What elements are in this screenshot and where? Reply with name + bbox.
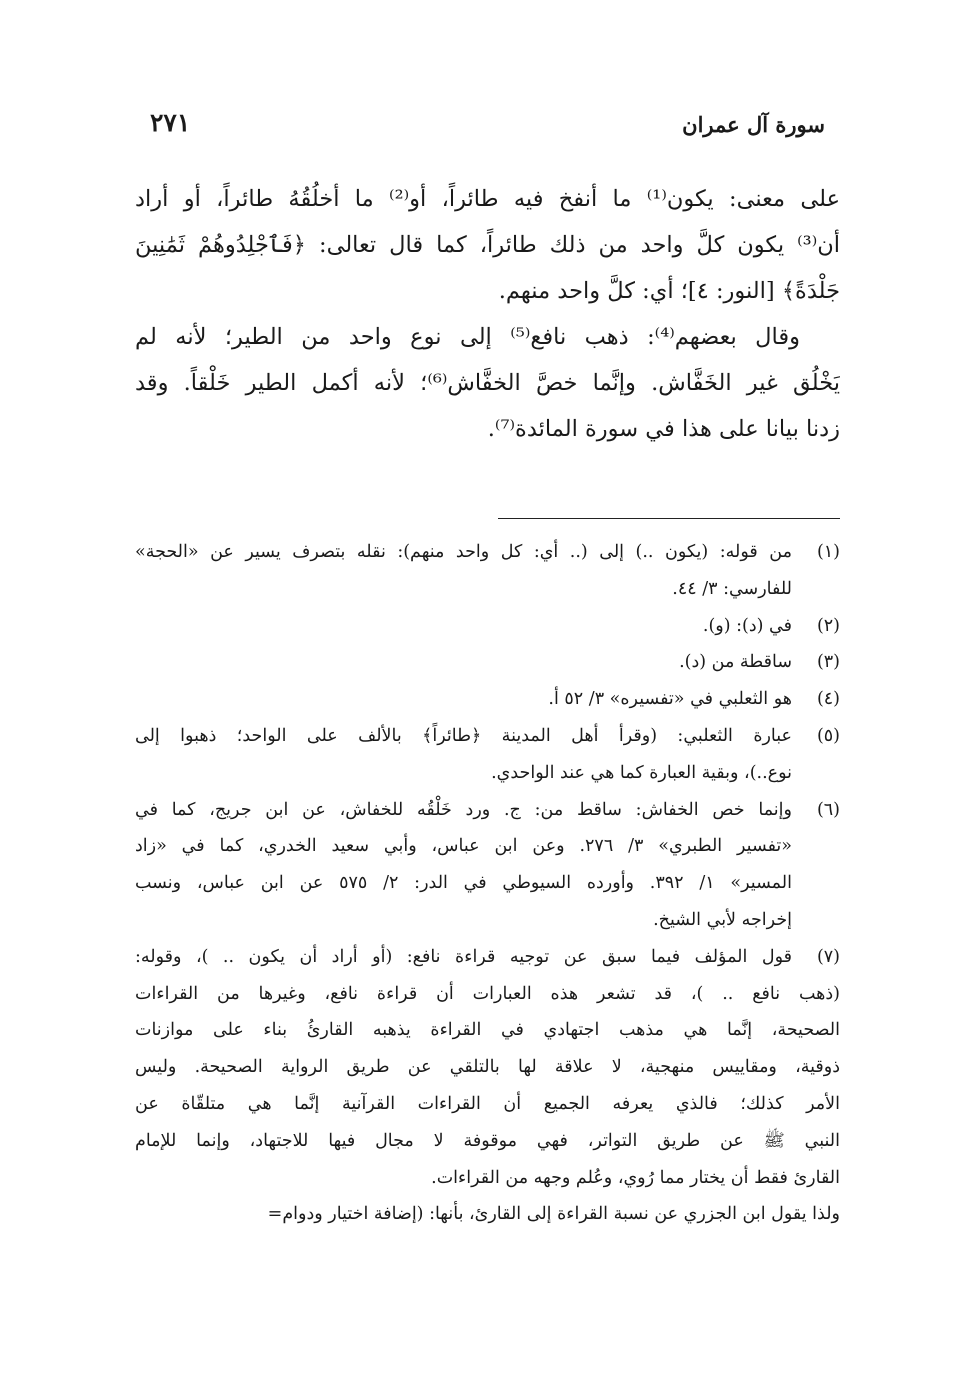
footnote-line: من قوله: (يكون ..) إلى (.. أي: كل واحد منهم): نقله بتصرف يسير عن «الحجة»: [135, 542, 792, 562]
footnote-line: عبارة الثعلبي: (وقرأ أهل المدينة ﴿طائراً﴾ بالألف على الواحد؛ ذهبوا إلى: [135, 725, 792, 746]
footnote-number: (٢): [816, 615, 840, 636]
footnote-line: النبي ﷺ عن طريق التواتر، فهي موقوفة لا مجال فيها للاجتهاد، وإنما للإمام: [135, 1130, 840, 1151]
footnote-3: [135, 644, 840, 681]
footnote-6: [135, 792, 840, 939]
footnote-line: المسير» ١/ ٣٩٢. وأورده السيوطي في الدر: ٢/ ٥٧٥ عن ابن عباس، ونسب: [135, 873, 792, 894]
footnote-number: (٧): [816, 946, 840, 967]
footnote-line: في (د): (و).: [702, 615, 792, 636]
footnote-line: هو الثعلبي في «تفسيره» ٣/ ٥٢ أ.: [548, 689, 792, 710]
paragraph-1: [135, 176, 840, 314]
text-line: على معنى: يكون⁽¹⁾ ما أنفخ فيه طائراً، أو⁽²⁾ ما أخلُقُهُ طائراً، أو أراد: [135, 186, 840, 212]
footnote-number: (٣): [816, 652, 840, 673]
footnote-7: [135, 939, 840, 1197]
footnote-line: الأمر كذلك؛ فالذي يعرفه الجميع أن القراءات القرآنية إنَّما هي متلقّاة عن: [135, 1093, 840, 1114]
footnote-line: ولذا يقول ابن الجزري عن نسبة القراءة إلى القارئ، بأنها: (إضافة اختيار ودوام=: [267, 1204, 840, 1225]
footnote-line: وإنما خص الخفاش: ساقط من: ج. ورد خَلْقُه للخفاش، عن ابن جريج، كما في: [135, 799, 792, 820]
footnote-2: [135, 608, 840, 645]
footnote-line: ذوقية، ومقاييس منهجية، لا علاقة لها بالتلقي عن طريق الرواية الصحيحة. وليس: [135, 1057, 840, 1078]
footnote-5: [135, 718, 840, 792]
footnote-continuation: [135, 1196, 840, 1233]
footnote-divider: [498, 518, 840, 519]
page-number: ٢٧١: [150, 108, 191, 137]
footnote-1: [135, 534, 840, 608]
text-line: أن⁽³⁾ يكون كلَّ واحد من ذلك طائراً، كما قال تعالى: ﴿فَٱجْلِدُوهُمْ ثَمَٰنِينَ: [135, 232, 840, 258]
footnote-line: ساقطة من (د).: [679, 652, 792, 673]
footnote-line: (ذهب نافع .. )، قد تشعر هذه العبارات أن قراءة نافع، وغيرها من القراءات: [135, 983, 840, 1004]
footnote-number: (٥): [816, 725, 840, 746]
footnote-number: (٦): [816, 799, 840, 820]
text-line: يَخْلُق غير الخَفَّاش. وإنَّما خصَّ الخفَّاش⁽⁶⁾؛ لأنه أكمل الطير خَلْقاً. وقد: [135, 370, 840, 396]
paragraph-2: [135, 314, 840, 452]
text-line: وقال بعضهم⁽⁴⁾: ذهب نافع⁽⁵⁾ إلى نوع واحد من الطير؛ لأنه لم: [135, 324, 801, 350]
footnote-line: نوع..)، وبقية العبارة كما هي عند الواحدي.: [491, 762, 792, 783]
footnote-line: قول المؤلف فيما سبق عن توجيه قراءة نافع: (أو أراد أن يكون .. )، وقوله:: [135, 946, 792, 967]
footnote-number: (٤): [816, 689, 840, 710]
running-title: سورة آل عمران: [682, 112, 825, 137]
footnote-line: الصحيحة، إنَّما هي مذهب اجتهادي في القراءة يذهبه القارئُ بناء على موازنات: [135, 1020, 840, 1041]
footnote-line: القارئ فقط أن يختار مما رُوي، وعُلم وجهه من القراءات.: [431, 1167, 840, 1188]
footnote-4: [135, 681, 840, 718]
footnotes: [135, 534, 840, 1233]
text-line: جَلْدَةً﴾ [النور: ٤]؛ أي: كلَّ واحد منهم.: [498, 278, 840, 304]
footnote-line: «تفسير الطبري» ٣/ ٢٧٦. وعن ابن عباس، وأبي سعيد الخدري، كما في «زاد: [135, 836, 792, 857]
main-text: [135, 176, 840, 452]
page-header: [150, 108, 825, 148]
footnote-number: (١): [816, 542, 840, 562]
text-line: زدنا بيانا على هذا في سورة المائدة⁽⁷⁾.: [487, 416, 840, 442]
footnote-line: للفارسي: ٣/ ٤٤.: [672, 578, 792, 599]
footnote-line: إخراجه لأبي الشيخ.: [653, 909, 792, 930]
